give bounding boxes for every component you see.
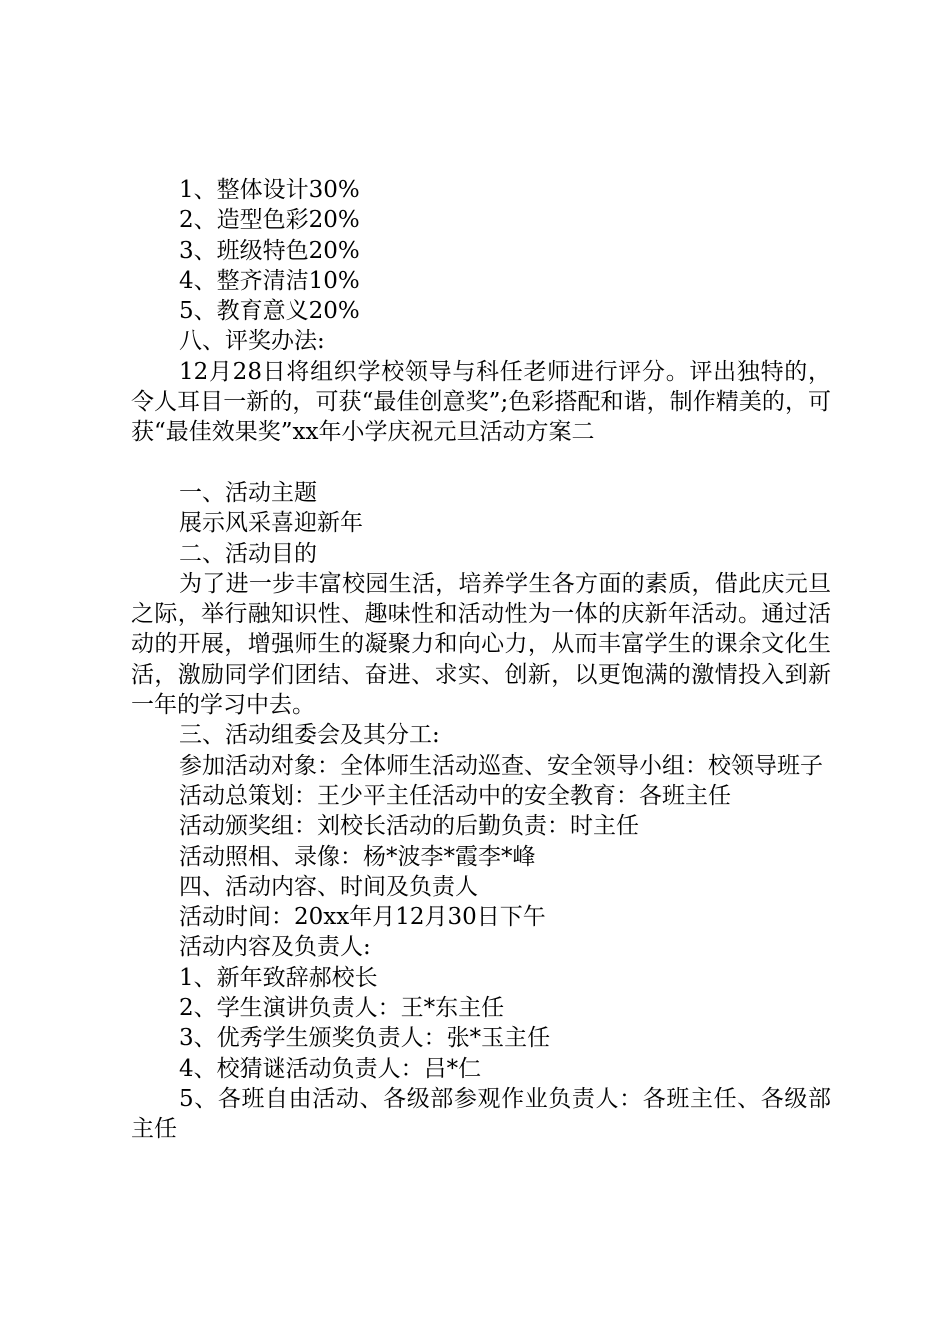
activity-item-2: 2、学生演讲负责人：王*东主任: [179, 995, 505, 1022]
activity-time: 活动时间：20xx年月12月30日下午: [179, 904, 546, 931]
score-item-4: 4、整齐清洁10%: [179, 267, 360, 294]
activity-item-1: 1、新年致辞郝校长: [179, 964, 378, 991]
theme-text: 展示风采喜迎新年: [179, 510, 363, 537]
blank-line: [131, 448, 831, 478]
award-method-paragraph: 12月28日将组织学校领导与科任老师进行评分。评出独特的，令人耳目一新的，可获“最佳创意奖”;色彩搭配和谐，制作精美的，可获“最佳效果奖”xx年小学庆祝元旦活动方案二: [131, 358, 831, 446]
activity-item-5: 5、各班自由活动、各级部参观作业负责人：各班主任、各级部主任: [131, 1085, 831, 1143]
section-heading-content: 四、活动内容、时间及负责人: [179, 873, 478, 900]
committee-award-group: 活动颁奖组：刘校长活动的后勤负责：时主任: [179, 813, 639, 840]
activity-item-3: 3、优秀学生颁奖负责人：张*玉主任: [179, 1025, 551, 1052]
score-item-1: 1、整体设计30%: [179, 177, 360, 203]
score-item-2: 2、造型色彩20%: [179, 207, 360, 234]
section-heading-committee: 三、活动组委会及其分工:: [179, 722, 440, 749]
section-heading-theme: 一、活动主题: [179, 479, 317, 506]
activity-content-heading: 活动内容及负责人:: [179, 934, 371, 961]
section-heading-award-method: 八、评奖办法:: [179, 328, 325, 355]
committee-participants: 参加活动对象：全体师生活动巡查、安全领导小组：校领导班子: [179, 752, 823, 779]
score-item-3: 3、班级特色20%: [179, 237, 360, 264]
activity-item-4: 4、校猜谜活动负责人：吕*仁: [179, 1055, 482, 1082]
section-heading-purpose: 二、活动目的: [179, 540, 317, 567]
committee-planner: 活动总策划：王少平主任活动中的安全教育：各班主任: [179, 782, 731, 809]
score-item-5: 5、教育意义20%: [179, 298, 360, 325]
document-body: [131, 175, 831, 1145]
purpose-paragraph: 为了进一步丰富校园生活，培养学生各方面的素质，借此庆元旦之际，举行融知识性、趣味性和活动性为一体的庆新年活动。通过活动的开展，增强师生的凝聚力和向心力，从而丰富学生的课余文化生活，激励同学们团结、奋进、求实、创新，以更饱满的激情投入到新一年的学习中去。: [131, 570, 831, 719]
committee-photography: 活动照相、录像：杨*波李*霞李*峰: [179, 843, 536, 870]
